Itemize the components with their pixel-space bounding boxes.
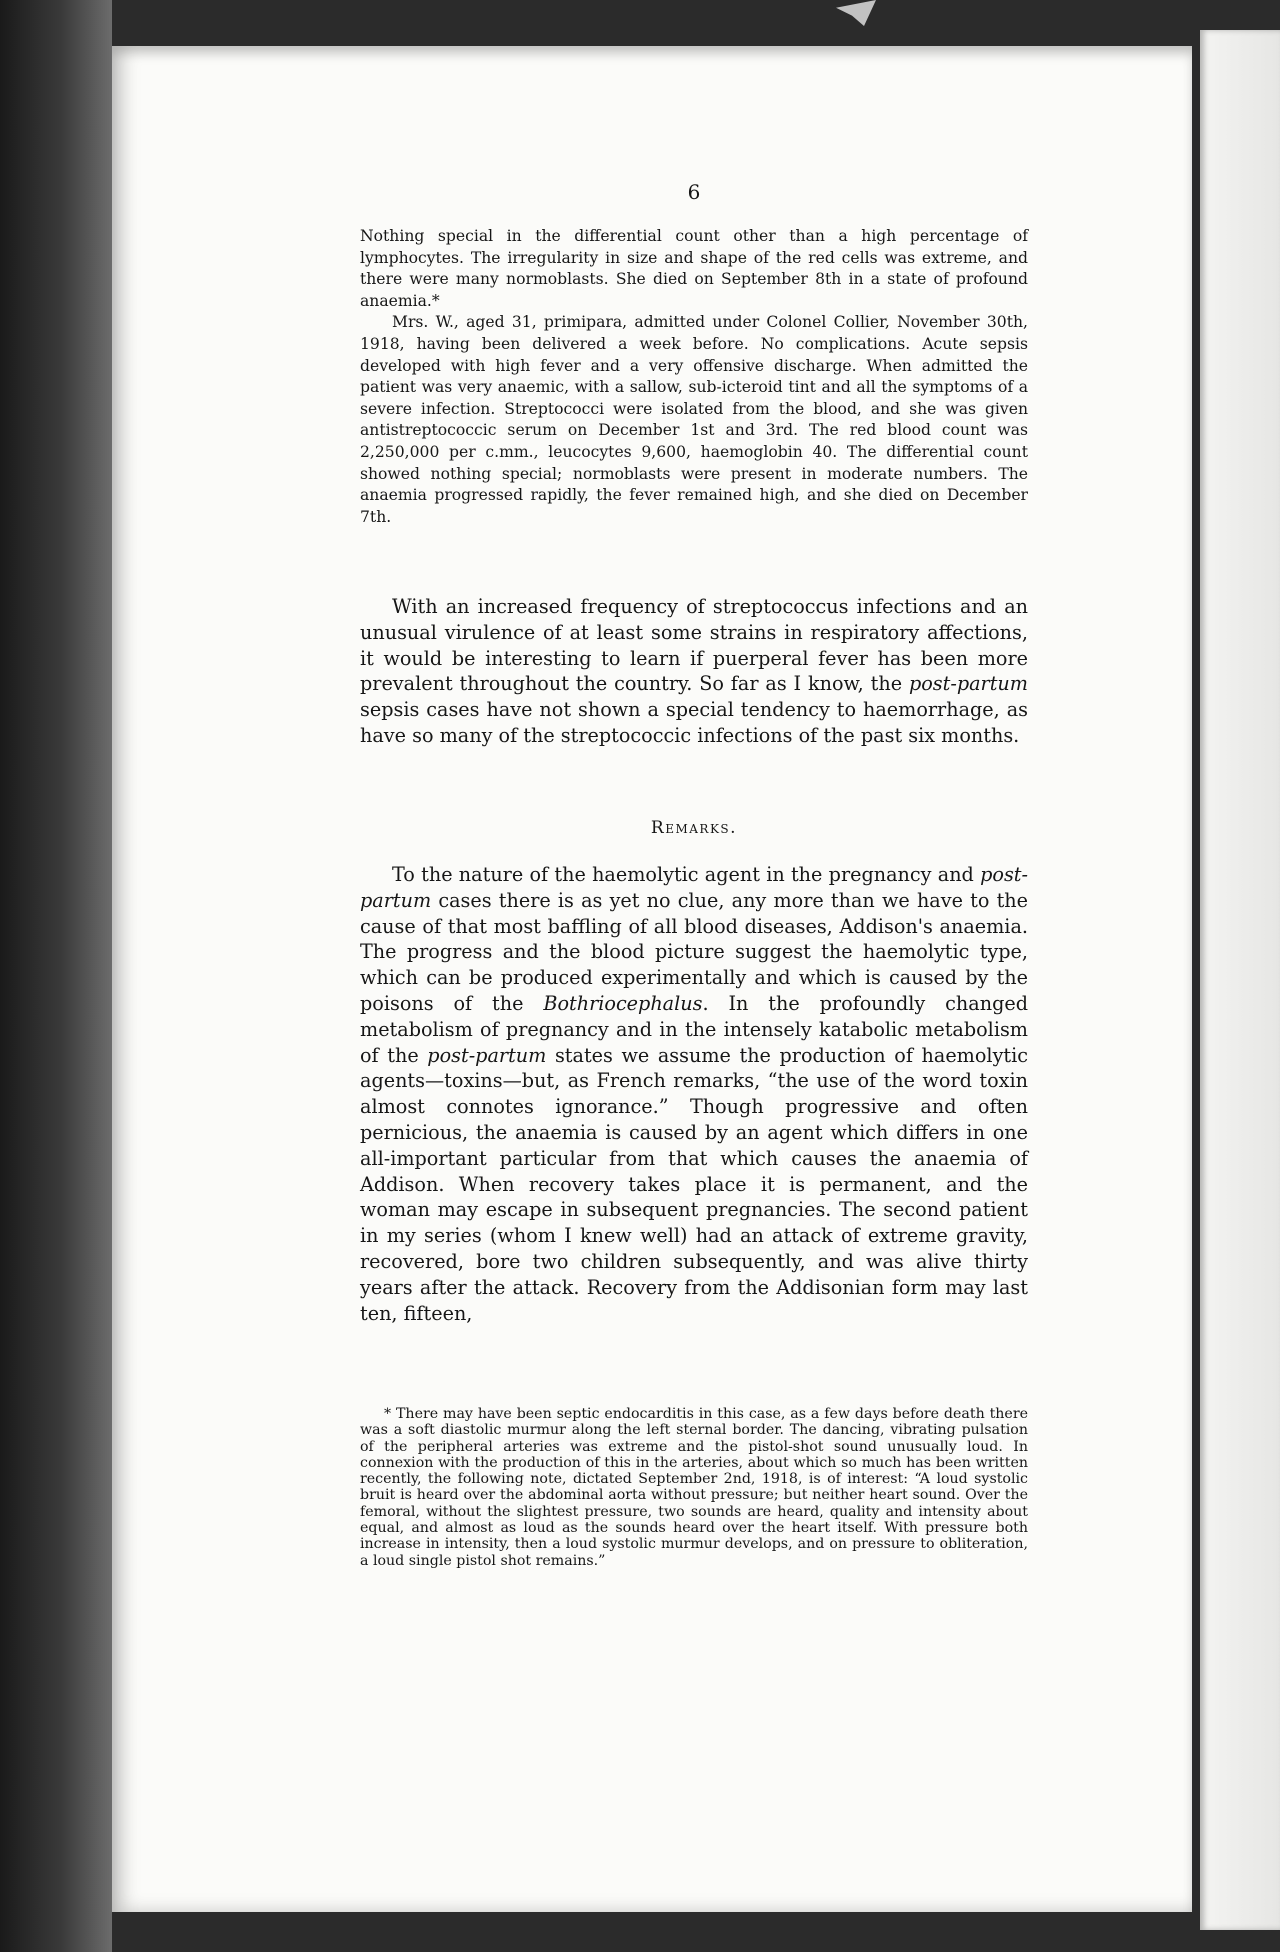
facing-page-edge [1200, 30, 1280, 1930]
case-report-section [360, 226, 1028, 528]
book-spine-edge [0, 0, 112, 1952]
footnote [360, 1406, 1028, 1569]
body-paragraph: With an increased frequency of streptococcus infections and an unusual virulence of at least some strains in respiratory affections, it would be interesting to learn if puerperal fever has been more prevalent throughout the country. So far as I know, the post-partum sepsis cases have not shown a special tendency to haemorrhage, as have so many of the streptococcic infections of the past six months. [360, 595, 1028, 747]
case-paragraph: Nothing special in the differential count other than a high percentage of lymphocytes. The irregularity in size and shape of the red cells was extreme, and there were many normoblasts. She died on September 8th in a state of profound anaemia.* [360, 227, 1028, 310]
remarks-section [360, 862, 1028, 1326]
body-paragraph: To the nature of the haemolytic agent in the pregnancy and post-partum cases there is as yet no clue, any more than we have to the cause of that most baffling of all blood diseases, Addison's anaemia. The progress and the blood picture suggest the haemolytic type, which can be produced experimentally and which is caused by the poisons of the Bothriocephalus. In the profoundly changed metabolism of pregnancy and in the intensely katabolic metabolism of the post-partum states we assume the production of haemolytic agents—toxins—but, as French remarks, “the use of the word toxin almost connotes ignorance.” Though progressive and often pernicious, the anaemia is caused by an agent which differs in one all-important particular from that which causes the anaemia of Addison. When recovery takes place it is permanent, and the woman may escape in subsequent pregnancies. The second patient in my series (whom I knew well) had an attack of extreme gravity, recovered, bore two children subsequently, and was alive thirty years after the attack. Recovery from the Addisonian form may last ten, fifteen, [360, 863, 1028, 1325]
page-number: 6 [687, 180, 701, 204]
footnote-text: * There may have been septic endocarditis in this case, as a few days before death there was a soft diastolic murmur along the left sternal border. The dancing, vibrating pulsation of the peripheral arteries was extreme and the pistol-shot sound unusually loud. In connexion with the production of this in the arteries, about which so much has been written recently, the following note, dictated September 2nd, 1918, is of interest: “A loud systolic bruit is heard over the abdominal aorta without pressure; but neither heart sound. Over the femoral, without the slightest pressure, two sounds are heard, quality and intensity about equal, and almost as loud as the sounds heard over the heart itself. With pressure both increase in intensity, then a loud systolic murmur develops, and on pressure to obliteration, a loud single pistol shot remains.” [360, 1406, 1028, 1569]
remarks-heading: Remarks. [650, 818, 738, 838]
scan-artifact [836, 0, 876, 26]
case-paragraph: Mrs. W., aged 31, primipara, admitted under Colonel Collier, November 30th, 1918, having been delivered a week before. No complications. Acute sepsis developed with high fever and a very offensive discharge. When admitted the patient was very anaemic, with a sallow, sub-icteroid tint and all the symptoms of a severe infection. Streptococci were isolated from the blood, and she was given antistreptococcic serum on December 1st and 3rd. The red blood count was 2,250,000 per c.mm., leucocytes 9,600, haemoglobin 40. The differential count showed nothing special; normoblasts were present in moderate numbers. The anaemia progressed rapidly, the fever remained high, and she died on December 7th. [360, 313, 1028, 526]
discussion-paragraph [360, 594, 1028, 749]
